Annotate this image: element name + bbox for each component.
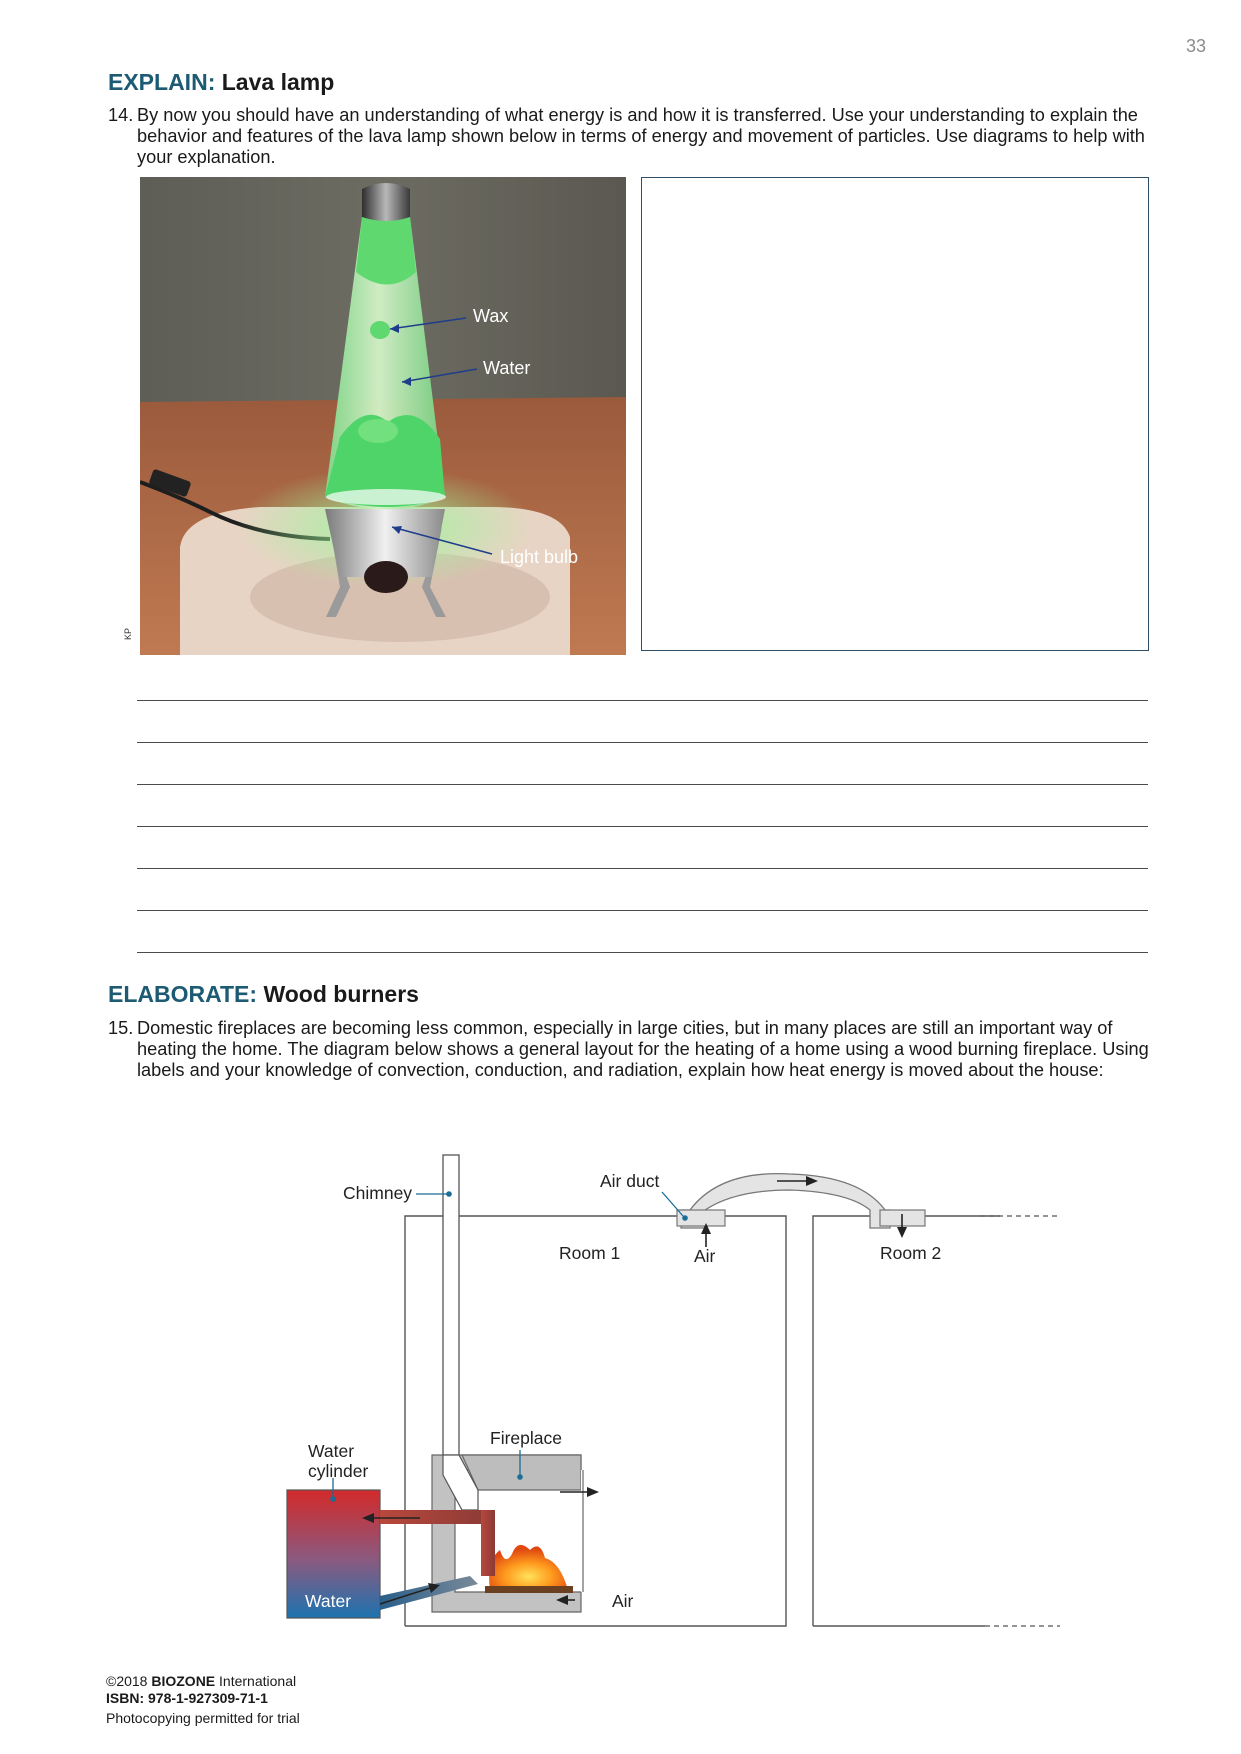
brand-name: BIOZONE [151,1673,216,1689]
label-water-cylinder-line2: cylinder [308,1461,369,1481]
answer-line[interactable] [137,952,1148,953]
photo-credit: KP [123,627,133,640]
answer-line[interactable] [137,784,1148,785]
section-heading-elaborate [108,981,419,1008]
footer-isbn: ISBN: 978-1-927309-71-1 [106,1690,268,1706]
label-light-bulb: Light bulb [500,547,579,567]
footer-copyright [106,1673,296,1689]
heading-separator: : [249,981,258,1007]
page-number: 33 [1186,36,1207,56]
question-number: 14. [108,105,134,125]
footer-note: Photocopying permitted for trial [106,1710,300,1726]
label-air-duct-air: Air [694,1246,716,1266]
heading-separator: : [207,69,216,95]
answer-line[interactable] [137,910,1148,911]
label-water: Water [305,1591,352,1611]
label-wax: Wax [473,306,509,326]
section-keyword: EXPLAIN [108,69,208,95]
diagram-answer-box[interactable] [641,177,1149,651]
label-air-duct: Air duct [600,1171,660,1191]
section-heading-explain [108,69,334,96]
label-chimney: Chimney [343,1183,413,1203]
wood-burner-diagram [0,1130,1241,1650]
question-text: Domestic fireplaces are becoming less common, especially in large cities, but in many places are still an important way of heating the home. The diagram below shows a general layout for the heating of a home using a wood burning fireplace. Using labels and your knowledge of convection, conduction, and radiation, explain how heat energy is moved about the house: [137,1018,1149,1080]
section-title: Wood burners [263,981,419,1007]
copyright-prefix: ©2018 [106,1673,152,1689]
label-room-1: Room 1 [559,1243,621,1263]
lava-lamp-photo [140,177,626,655]
answer-line[interactable] [137,742,1148,743]
label-room-2: Room 2 [880,1243,942,1263]
question-text: By now you should have an understanding of what energy is and how it is transferred. Use your understanding to explain the behavior and features of the lava lamp shown below in terms of energy and movement of particles. Use diagrams to help with your explanation. [137,105,1145,167]
question-15 [108,1018,1153,1081]
section-title: Lava lamp [221,69,335,95]
answer-line[interactable] [137,868,1148,869]
question-number: 15. [108,1018,134,1038]
question-14 [108,105,1153,168]
answer-line[interactable] [137,826,1148,827]
label-air-inlet: Air [612,1591,634,1611]
section-keyword: ELABORATE [108,981,250,1007]
label-water-cylinder-line1: Water [308,1441,355,1461]
brand-suffix: International [215,1673,297,1689]
label-water: Water [483,358,531,378]
answer-line[interactable] [137,700,1148,701]
label-fireplace: Fireplace [490,1428,562,1448]
